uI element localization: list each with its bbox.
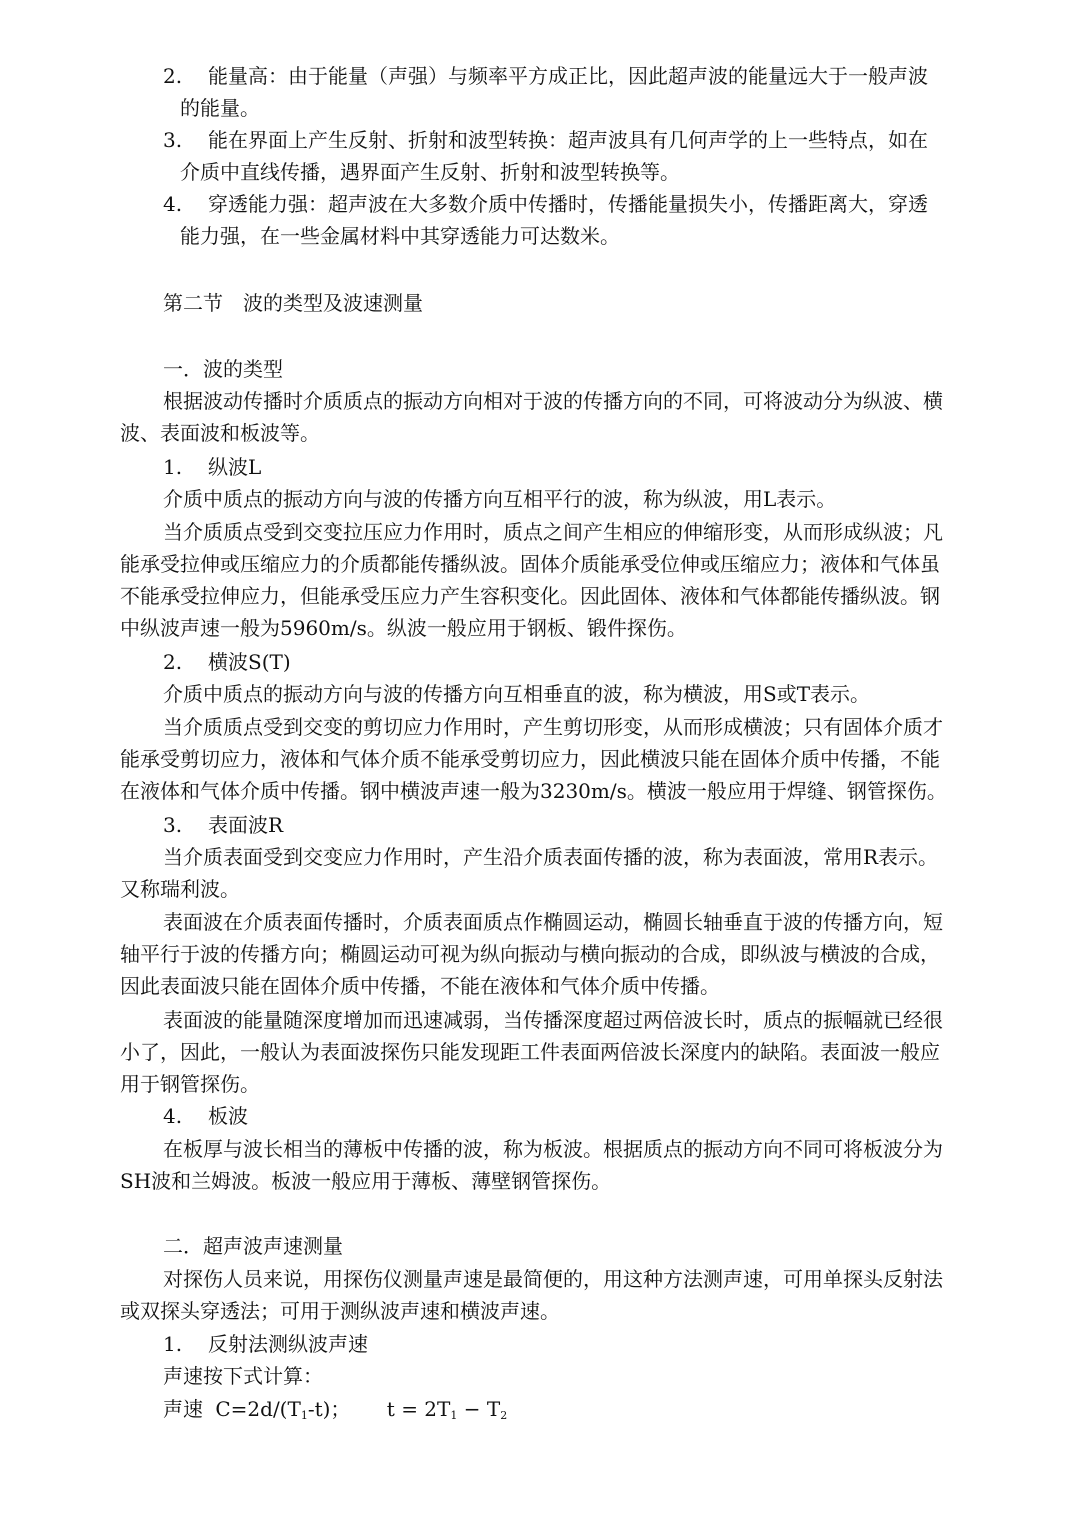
subheading-plate: [163, 1100, 1017, 1132]
list-item-3: [163, 124, 1017, 156]
paragraph-line: 中纵波声速一般为5960m/s。纵波一般应用于钢板、锻件探伤。: [120, 616, 687, 640]
subheading-reflection: [163, 1328, 1017, 1360]
paragraph-line: 当介质质点受到交变拉压应力作用时，质点之间产生相应的伸缩形变，从而形成纵波；凡: [163, 520, 943, 544]
formula-subscript: 1: [450, 1409, 458, 1422]
wave-types-heading: 一．波的类型: [163, 357, 283, 381]
paragraph-line: 因此表面波只能在固体介质中传播，不能在液体和气体介质中传播。: [120, 974, 720, 998]
paragraph-line: 声速按下式计算：: [163, 1364, 323, 1388]
paragraph-line: 当介质质点受到交变的剪切应力作用时，产生剪切形变，从而形成横波；只有固体介质才: [163, 715, 943, 739]
formula: [163, 1393, 1017, 1425]
formula-t-pre: t = 2T: [386, 1397, 451, 1421]
subheading-text: 纵波L: [208, 455, 262, 479]
list-number: 4.: [163, 192, 183, 216]
subheading-text: 表面波R: [208, 813, 284, 837]
paragraph-line: 轴平行于波的传播方向；椭圆运动可视为纵向振动与横向振动的合成，即纵波与横波的合成，: [120, 942, 940, 966]
list-number: 3.: [163, 813, 183, 837]
paragraph-line: 用于钢管探伤。: [120, 1072, 260, 1096]
paragraph-line: 当介质表面受到交变应力作用时，产生沿介质表面传播的波，称为表面波，常用R表示。: [163, 845, 939, 869]
paragraph-line: 对探伤人员来说，用探伤仪测量声速是最简便的，用这种方法测声速，可用单探头反射法: [163, 1267, 943, 1291]
paragraph-line: 小了，因此，一般认为表面波探伤只能发现距工件表面两倍波长深度内的缺陷。表面波一般应: [120, 1040, 940, 1064]
list-number: 2.: [163, 64, 183, 88]
paragraph-line: 表面波的能量随深度增加而迅速减弱，当传播深度超过两倍波长时，质点的振幅就已经很: [163, 1008, 943, 1032]
paragraph-line: 介质中质点的振动方向与波的传播方向互相垂直的波，称为横波，用S或T表示。: [163, 682, 871, 706]
speed-heading: 二．超声波声速测量: [163, 1234, 343, 1258]
paragraph-line: 介质中质点的振动方向与波的传播方向互相平行的波，称为纵波，用L表示。: [163, 487, 837, 511]
list-item-4: [163, 188, 1017, 220]
paragraph-line: 波、表面波和板波等。: [120, 421, 320, 445]
list-item-4-cont: 能力强，在一些金属材料中其穿透能力可达数米。: [180, 224, 620, 248]
paragraph-line: 不能承受拉伸应力，但能承受压应力产生容积变化。因此固体、液体和气体都能传播纵波。钢: [120, 584, 940, 608]
paragraph-line: 在液体和气体介质中传播。钢中横波声速一般为3230m/s。横波一般应用于焊缝、钢管探伤。: [120, 779, 947, 803]
paragraph-line: 能承受拉伸或压缩应力的介质都能传播纵波。固体介质能承受位伸或压缩应力；液体和气体虽: [120, 552, 940, 576]
paragraph-line: 或双探头穿透法；可用于测纵波声速和横波声速。: [120, 1299, 560, 1323]
list-item-2-cont: 的能量。: [180, 96, 260, 120]
list-item-3-cont: 介质中直线传播，遇界面产生反射、折射和波型转换等。: [180, 160, 680, 184]
subheading-text: 横波S(T): [208, 650, 291, 674]
formula-t-mid: − T: [457, 1397, 501, 1421]
paragraph-line: 又称瑞利波。: [120, 877, 240, 901]
section-title: 第二节 波的类型及波速测量: [163, 291, 423, 315]
list-number: 4.: [163, 1104, 183, 1128]
list-text: 能在界面上产生反射、折射和波型转换：超声波具有几何声学的上一些特点，如在: [208, 128, 928, 152]
formula-subscript: 2: [500, 1409, 508, 1422]
formula-c-post: -t)；: [307, 1397, 351, 1421]
subheading-text: 板波: [208, 1104, 248, 1128]
list-item-2: [163, 60, 1017, 92]
formula-label: 声速: [163, 1397, 203, 1421]
subheading-surface: [163, 809, 1017, 841]
list-number: 1.: [163, 455, 183, 479]
subheading-longitudinal: [163, 451, 1017, 483]
list-number: 3.: [163, 128, 183, 152]
paragraph-line: SH波和兰姆波。板波一般应用于薄板、薄壁钢管探伤。: [120, 1169, 612, 1193]
list-text: 穿透能力强：超声波在大多数介质中传播时，传播能量损失小，传播距离大，穿透: [208, 192, 928, 216]
formula-subscript: 1: [300, 1409, 308, 1422]
paragraph-line: 根据波动传播时介质质点的振动方向相对于波的传播方向的不同，可将波动分为纵波、横: [163, 389, 943, 413]
paragraph-line: 能承受剪切应力，液体和气体介质不能承受剪切应力，因此横波只能在固体介质中传播，不能: [120, 747, 940, 771]
list-number: 2.: [163, 650, 183, 674]
subheading-transverse: [163, 646, 1017, 678]
formula-c-pre: C=2d/(T: [215, 1397, 301, 1421]
paragraph-line: 表面波在介质表面传播时，介质表面质点作椭圆运动，椭圆长轴垂直于波的传播方向，短: [163, 910, 943, 934]
list-text: 能量高：由于能量（声强）与频率平方成正比，因此超声波的能量远大于一般声波: [208, 64, 928, 88]
subheading-text: 反射法测纵波声速: [208, 1332, 368, 1356]
list-number: 1.: [163, 1332, 183, 1356]
paragraph-line: 在板厚与波长相当的薄板中传播的波，称为板波。根据质点的振动方向不同可将板波分为: [163, 1137, 943, 1161]
